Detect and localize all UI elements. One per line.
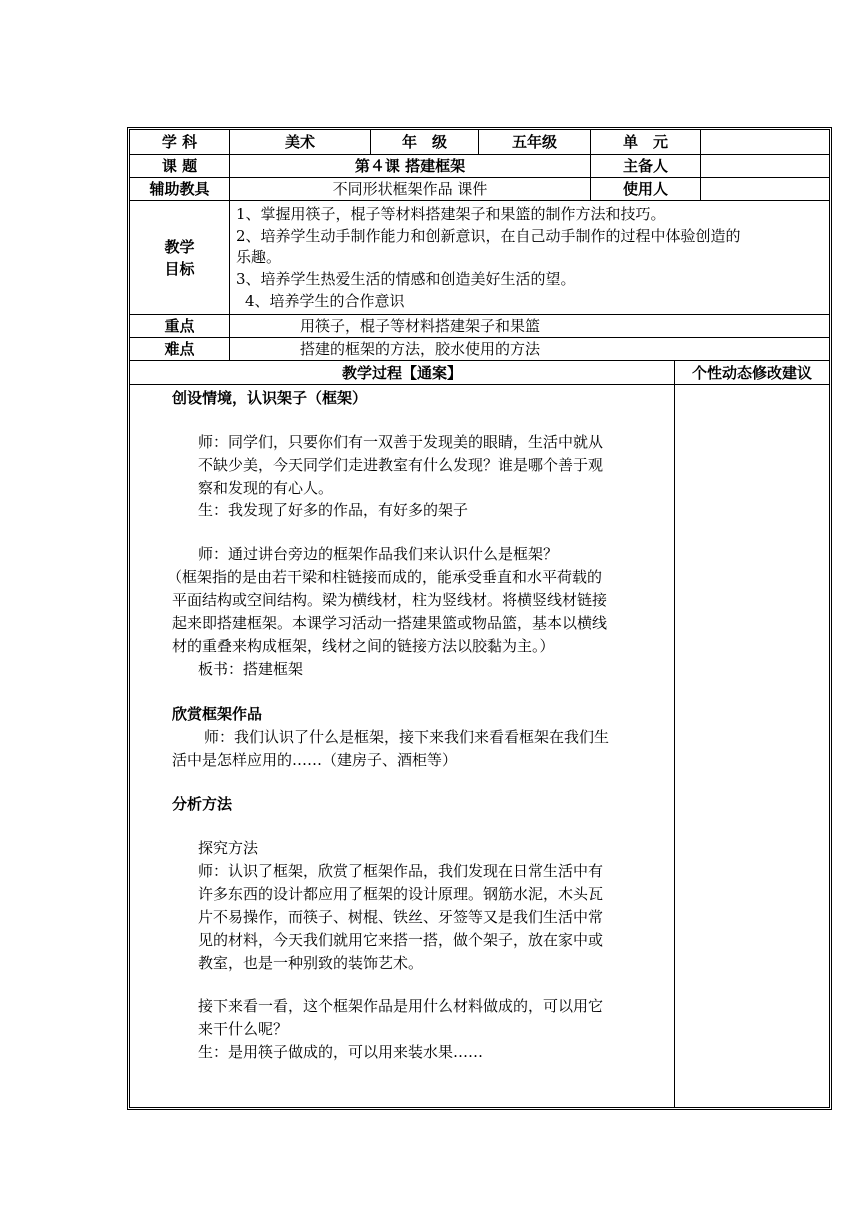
row-divider (130, 200, 829, 201)
paragraph-line: 生：是用筷子做成的，可以用来装水果…… (198, 1043, 484, 1061)
difficulty-label: 难点 (164, 340, 195, 358)
paragraph-line: 师：认识了框架，欣赏了框架作品，我们发现在日常生活中有 (198, 862, 604, 880)
row-divider (130, 384, 829, 385)
goals-label-line2: 目标 (164, 260, 195, 278)
aids-value: 不同形状框架作品 课件 (332, 180, 488, 198)
section-heading: 分析方法 (172, 795, 233, 813)
paragraph-line: 活中是怎样应用的……（建房子、酒柜等） (172, 751, 458, 769)
paragraph-line: 见的材料，今天我们就用它来搭一搭，做个架子，放在家中或 (198, 931, 604, 949)
paragraph-line: （框架指的是由若干梁和柱链接而成的，能承受垂直和水平荷载的 (167, 568, 603, 586)
section-heading: 创设情境，认识架子（框架） (172, 389, 368, 407)
paragraph-line: 师：通过讲台旁边的框架作品我们来认识什么是框架？ (198, 545, 559, 563)
key-point-value: 用筷子，棍子等材料搭建架子和果篮 (300, 317, 541, 335)
paragraph-line: 师：同学们，只要你们有一双善于发现美的眼睛，生活中就从 (198, 433, 604, 451)
lesson-plan-table (127, 127, 832, 1110)
user-value (701, 178, 829, 200)
process-side-title: 个性动态修改建议 (691, 363, 812, 382)
grade-label: 年 级 (401, 133, 447, 151)
aids-label: 辅助教具 (149, 180, 210, 198)
goals-label-line1: 教学 (164, 238, 195, 256)
difficulty-value: 搭建的框架的方法，胶水使用的方法 (300, 340, 541, 358)
process-title: 教学过程【通案】 (341, 363, 462, 382)
grade-value: 五年级 (511, 133, 557, 151)
paragraph-line: 来干什么呢？ (198, 1020, 289, 1038)
paragraph-line: 平面结构或空间结构。梁为横线材，柱为竖线材。将横竖线材链接 (172, 591, 608, 609)
goal-1: 1、掌握用筷子，棍子等材料搭建架子和果篮的制作方法和技巧。 (236, 205, 666, 223)
key-point-label: 重点 (164, 317, 195, 335)
paragraph-line: 师：我们认识了什么是框架，接下来我们来看看框架在我们生 (204, 728, 610, 746)
user-label: 使用人 (622, 180, 668, 198)
goals-label (130, 236, 229, 280)
goal-3: 3、培养学生热爱生活的情感和创造美好生活的望。 (236, 270, 576, 288)
paragraph-line: 片不易操作，而筷子、树棍、铁丝、牙签等又是我们生活中常 (198, 908, 604, 926)
section-heading: 欣赏框架作品 (172, 705, 263, 723)
paragraph-line: 板书：搭建框架 (198, 660, 304, 678)
paragraph-line: 探究方法 (198, 839, 259, 857)
col-divider (674, 360, 675, 1107)
topic-label: 课 题 (161, 157, 198, 175)
unit-label: 单 元 (622, 133, 668, 151)
unit-value (701, 130, 829, 154)
paragraph-line: 不缺少美，今天同学们走进教室有什么发现？谁是哪个善于观 (198, 456, 604, 474)
paragraph-line: 材的重叠来构成框架，线材之间的链接方法以胶黏为主。） (172, 637, 555, 655)
paragraph-line: 生：我发现了好多的作品，有好多的架子 (198, 501, 469, 519)
paragraph-line: 起来即搭建框架。本课学习活动一搭建果篮或物品篮，基本以横线 (172, 614, 608, 632)
preparer-value (701, 155, 829, 177)
goal-2b: 乐趣。 (236, 248, 282, 266)
subject-label: 学 科 (161, 133, 198, 151)
paragraph-line: 接下来看一看，这个框架作品是用什么材料做成的，可以用它 (198, 997, 604, 1015)
goal-2a: 2、培养学生动手制作能力和创新意识，在自己动手制作的过程中体验创造的 (236, 227, 741, 245)
paragraph-line: 察和发现的有心人。 (198, 479, 334, 497)
subject-value: 美术 (284, 133, 315, 151)
paragraph-line: 教室，也是一种别致的装饰艺术。 (198, 954, 424, 972)
paragraph-line: 许多东西的设计都应用了框架的设计原理。钢筋水泥，木头瓦 (198, 885, 604, 903)
goal-4: 4、培养学生的合作意识 (245, 292, 405, 310)
preparer-label: 主备人 (622, 157, 668, 175)
topic-value: 第４课 搭建框架 (354, 157, 466, 175)
